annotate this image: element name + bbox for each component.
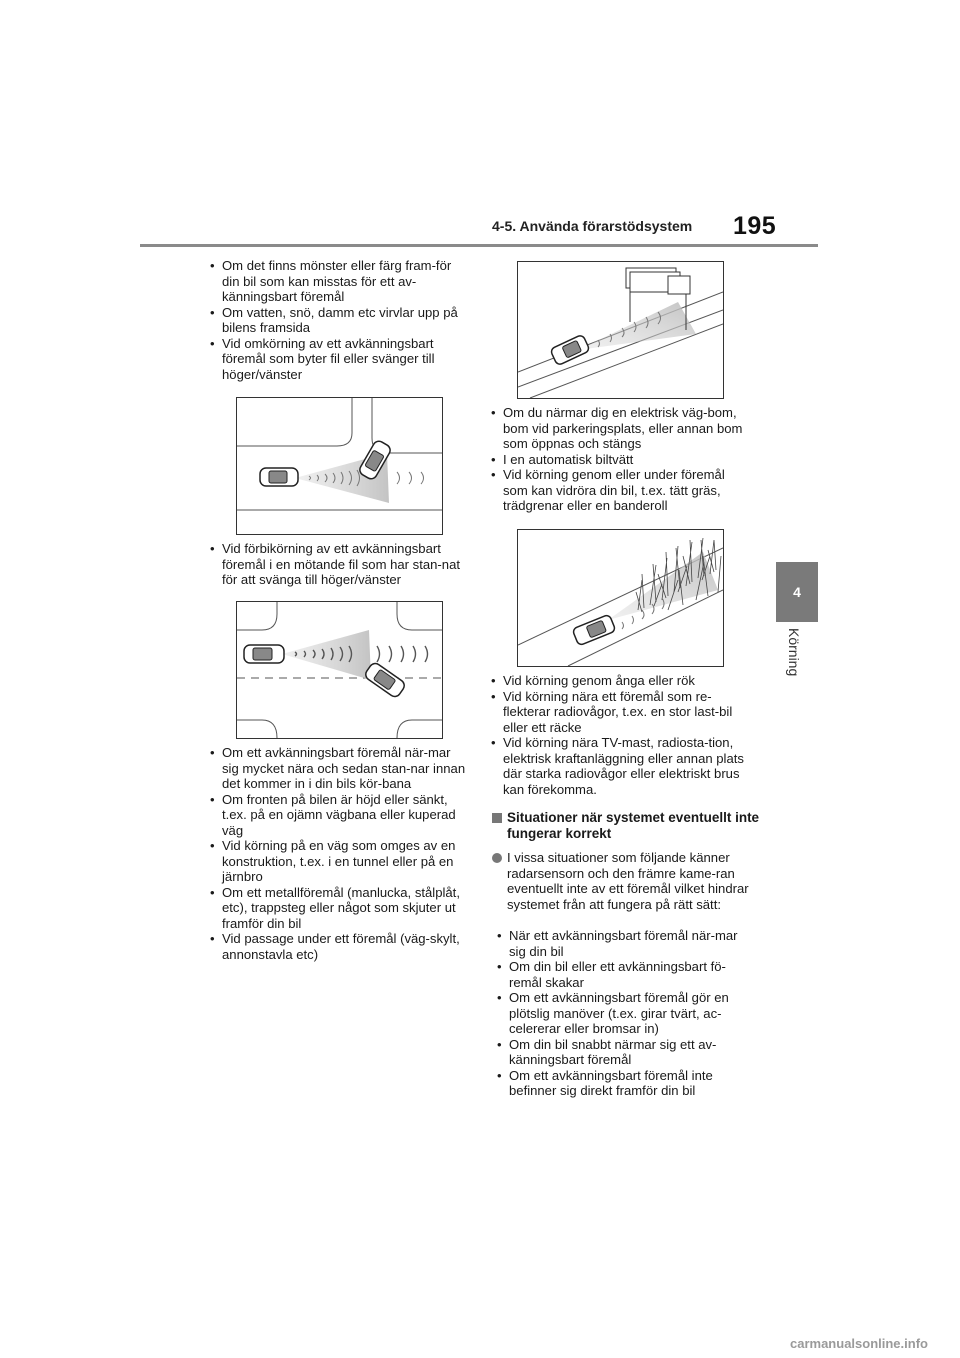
list-item: • När ett avkänningsbart föremål när-mar sig din bil (492, 928, 754, 959)
square-bullet-icon (492, 813, 502, 823)
right-list-3 (492, 928, 754, 1099)
header-divider (140, 244, 818, 247)
list-item: • Om ett metallföremål (manlucka, stålplåt, etc), trappsteg eller något som skjuter ut framför din bil (205, 885, 467, 932)
list-item: • Om ett avkänningsbart föremål gör en plötslig manöver (t.ex. girar tvärt, ac-celererar eller bromsar in) (492, 990, 754, 1037)
car-icon (550, 334, 590, 366)
car-icon (363, 661, 406, 699)
circle-bullet-icon (492, 853, 502, 863)
list-item: • Om din bil eller ett avkänningsbart fö-remål skakar (492, 959, 754, 990)
list-item: • Vid körning nära TV-mast, radiosta-tion, elektrisk kraftanläggning eller annan plats där starka radiovågor eller elektriskt brus kan förekomma. (486, 735, 750, 797)
list-item: • Vid körning nära ett föremål som re-flekterar radiovågor, t.ex. en stor last-bil eller ett räcke (486, 689, 750, 736)
chapter-label-container (776, 628, 818, 708)
list-item: • Om vatten, snö, damm etc virvlar upp på bilens framsida (205, 305, 467, 336)
page-number: 195 (733, 212, 777, 240)
list-item: • Om din bil snabbt närmar sig ett av-känningsbart föremål (492, 1037, 754, 1068)
list-item: • Vid körning genom eller under föremål som kan vidröra din bil, t.ex. tätt gräs, trädgrenar eller en banderoll (486, 467, 750, 514)
list-item: • Vid körning genom ånga eller rök (486, 673, 750, 689)
car-icon (244, 645, 284, 663)
right-list-2 (486, 673, 750, 797)
illustration-oncoming-turning-vehicle (236, 601, 443, 739)
list-item: • Vid förbikörning av ett avkänningsbart föremål i en mötande fil som har stan-nat för att svänga till höger/vänster (205, 541, 467, 588)
list-item: • I en automatisk biltvätt (486, 452, 750, 468)
right-list-1 (486, 405, 750, 514)
list-item: • Vid omkörning av ett avkänningsbart föremål som byter fil eller svänger till höger/vänster (205, 336, 467, 383)
list-item: • Om det finns mönster eller färg fram-för din bil som kan misstas för ett av-känningsbart föremål (205, 258, 467, 305)
section-heading: Situationer när systemet eventuellt inte fungerar korrekt (492, 810, 762, 842)
chapter-tab (776, 562, 818, 622)
left-list-1 (205, 258, 467, 382)
list-item: • Om ett avkänningsbart föremål inte befinner sig direkt framför din bil (492, 1068, 754, 1099)
footer-watermark: carmanualsonline.info (790, 1336, 928, 1351)
left-list-2 (205, 541, 467, 588)
chapter-label: Körning (786, 628, 802, 677)
list-item: • Om du närmar dig en elektrisk väg-bom, bom vid parkeringsplats, eller annan bom som öppnas och stängs (486, 405, 750, 452)
chapter-number: 4 (793, 584, 801, 600)
list-item: • Om fronten på bilen är höjd eller sänkt, t.ex. på en ojämn vägbana eller kuperad väg (205, 792, 467, 839)
left-list-3 (205, 745, 467, 962)
illustration-overhead-sign (517, 261, 724, 399)
car-icon (260, 468, 298, 486)
section-intro: I vissa situationer som följande känner radarsensorn och den främre kame-ran eventuellt inte av ett föremål vilket hindrar systemet från att fungera på rätt sätt: (492, 850, 754, 912)
car-icon (572, 614, 616, 646)
list-item: • Om ett avkänningsbart föremål när-mar sig mycket nära och sedan stan-nar innan det kommer in i din bils kör-bana (205, 745, 467, 792)
list-item: • Vid passage under ett föremål (väg-skylt, annonstavla etc) (205, 931, 467, 962)
section-header-title: 4-5. Använda förarstödsystem (492, 218, 693, 234)
list-item: • Vid körning på en väg som omges av en konstruktion, t.ex. i en tunnel eller på en järnbro (205, 838, 467, 885)
illustration-turning-vehicle (236, 397, 443, 535)
illustration-tall-grass (517, 529, 724, 667)
